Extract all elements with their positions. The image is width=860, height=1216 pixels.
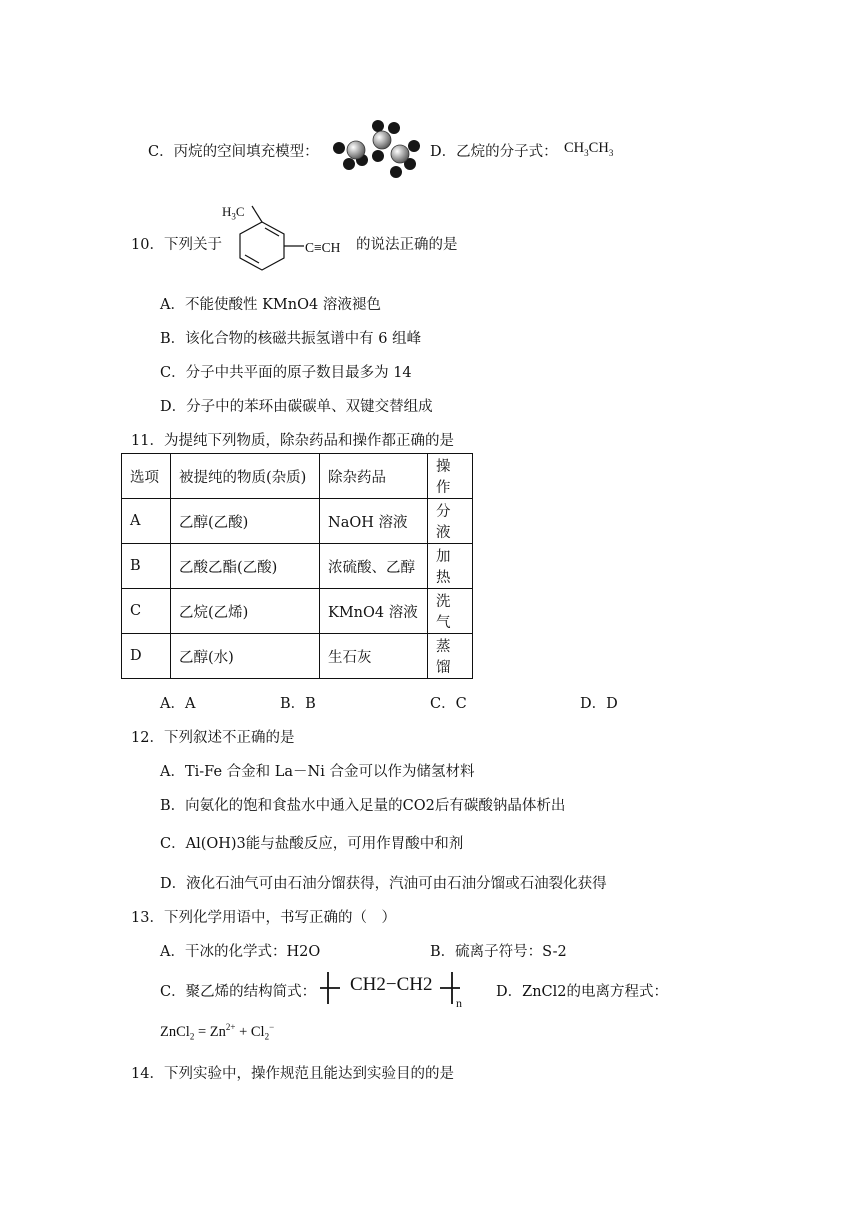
table-cell: 乙醇(水): [171, 634, 320, 679]
table-cell: A: [122, 499, 171, 544]
q10-option-b: B．该化合物的核磁共振氢谱中有 6 组峰: [160, 331, 422, 347]
q12-stem: 12．下列叙述不正确的是: [131, 730, 295, 746]
table-row: [122, 589, 473, 634]
table-header-row: [122, 454, 473, 499]
table-cell: 乙酸乙酯(乙酸): [171, 544, 320, 589]
table-row: [122, 634, 473, 679]
q14-stem: 14．下列实验中，操作规范且能达到实验目的的是: [131, 1066, 454, 1082]
table-row: [122, 544, 473, 589]
table-cell: 蒸馏: [428, 634, 473, 679]
q13-option-c-label: C．聚乙烯的结构简式：: [160, 984, 317, 1000]
q13-option-b: B．硫离子符号：S-2: [430, 944, 567, 960]
q11-table: [121, 453, 473, 679]
q13-stem: 13．下列化学用语中，书写正确的（ ）: [131, 910, 396, 926]
table-cell: C: [122, 589, 171, 634]
q13-option-a: A．干冰的化学式：H2O: [160, 944, 321, 960]
q13-option-d-equation: ZnCl$_2$ = $Zn^{2+} + Cl_2^-$: [160, 1022, 275, 1042]
table-cell: NaOH 溶液: [320, 499, 428, 544]
propane-space-filling-model: [330, 118, 424, 180]
header-cell: 除杂药品: [320, 454, 428, 499]
table-cell: D: [122, 634, 171, 679]
table-cell: B: [122, 544, 171, 589]
q10-stem-suffix: 的说法正确的是: [356, 237, 458, 253]
q9-option-c-label: C．丙烷的空间填充模型：: [148, 144, 319, 160]
q10-option-c: C．分子中共平面的原子数目最多为 14: [160, 365, 412, 381]
q10-option-d: D．分子中的苯环由碳碳单、双键交替组成: [160, 399, 433, 415]
table-cell: 洗气: [428, 589, 473, 634]
q11-choice-c: C．C: [430, 696, 467, 712]
table-cell: 乙烷(乙烯): [171, 589, 320, 634]
q10-option-a: A．不能使酸性 KMnO4 溶液褪色: [160, 297, 381, 313]
q10-alkyne-label: C≡CH: [305, 240, 341, 255]
q9-option-d-formula: $CH_3CH_3$: [564, 140, 614, 158]
q13-option-d: D．ZnCl2的电离方程式：: [496, 984, 668, 1000]
header-cell: 选项: [122, 454, 171, 499]
table-row: [122, 499, 473, 544]
q12-option-c: C．Al(OH)3能与盐酸反应，可用作胃酸中和剂: [160, 836, 464, 852]
q9-option-d-label: D．乙烷的分子式：: [430, 144, 558, 160]
q11-choice-a: A．A: [160, 696, 196, 712]
table-cell: 乙醇(乙酸): [171, 499, 320, 544]
q11-stem: 11．为提纯下列物质，除杂药品和操作都正确的是: [131, 433, 454, 449]
table-cell: KMnO4 溶液: [320, 589, 428, 634]
header-cell: 被提纯的物质(杂质): [171, 454, 320, 499]
q10-stem-prefix: 10．下列关于: [131, 237, 222, 253]
q12-option-d: D．液化石油气可由石油分馏获得，汽油可由石油分馏或石油裂化获得: [160, 876, 607, 892]
table-cell: 分液: [428, 499, 473, 544]
q12-option-b: B．向氨化的饱和食盐水中通入足量的CO2后有碳酸钠晶体析出: [160, 798, 566, 814]
q10-methyl-label: $H_3C$: [222, 204, 245, 222]
q13-option-c-n: n: [456, 996, 462, 1010]
q13-option-c-formula: CH2−CH2: [350, 974, 433, 995]
q11-choice-d: D．D: [580, 696, 618, 712]
header-cell: 操作: [428, 454, 473, 499]
table-cell: 生石灰: [320, 634, 428, 679]
table-cell: 浓硫酸、乙醇: [320, 544, 428, 589]
q12-option-a: A．Ti-Fe 合金和 La－Ni 合金可以作为储氢材料: [160, 764, 475, 780]
q11-choice-b: B．B: [280, 696, 316, 712]
table-cell: 加热: [428, 544, 473, 589]
